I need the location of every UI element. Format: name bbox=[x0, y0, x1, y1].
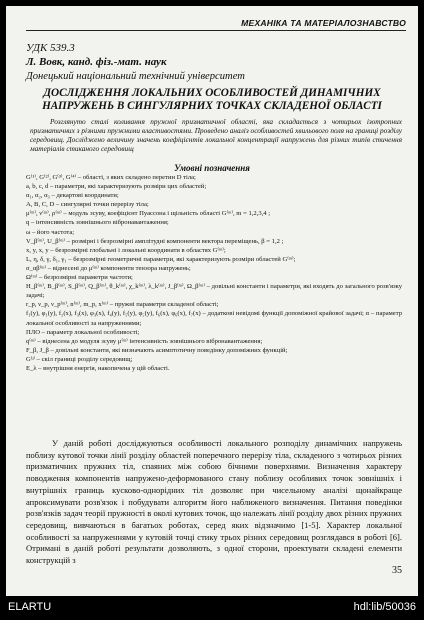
notation-line: F_β, J_β – довільні константи, які визначають асимптотичну поведінку допоміжних функцій; bbox=[26, 346, 288, 354]
abstract: Розглянуто сталі коливання пружної призматичної області, яка складається з чотирьох ізотропних призматичних з різними пружними властивостями. Проведено аналіз особливостей хвильового поля на границі розділу середовищ. Досліджено величину значень коефіцієнтів локальної концентрації напружень для різних типів стичення матеріалів стиканого середовищ bbox=[30, 117, 402, 153]
notation-line: A, B, C, D – сингулярні точки перерізу тіла; bbox=[26, 201, 149, 209]
notation-line: x, y, x, y – безрозмірні глобальні і локальні координати в областях G⁽ᵐ⁾; bbox=[26, 246, 226, 254]
notation-line: q – інтенсивність зовнішнього вібронавантаження; bbox=[26, 219, 169, 227]
affiliation: Донецький національний технічний університет bbox=[26, 71, 245, 82]
notation-line: E_λ – внутрішня енергія, накопичена у цій області. bbox=[26, 364, 170, 372]
notation-line: a, b, c, d – параметри, які характеризують розміри цих областей; bbox=[26, 183, 207, 191]
notation-line: G⁽¹⁾, G⁽²⁾, G⁽³⁾, G⁽⁴⁾ – області, з яких складено перетин D тіла; bbox=[26, 174, 196, 181]
notation-line: H_β⁽ᵐ⁾, B_β⁽ᵐ⁾, S_β⁽ᵐ⁾, Q_β⁽ᵐ⁾, θ_k⁽ᵐ⁾, χ_k⁽ᵐ⁾, λ_k⁽ᵐ⁾, J_β⁽ᵐ⁾, Ω_β⁽ᵐ⁾ – довільні константи і параметри, які входять до загального розв'язку задачі; bbox=[26, 283, 402, 300]
notation-line: r_p, ν_p, ν_p⁽ᵐ⁾, n⁽ᵐ⁾, m_p, x⁽ᵐ⁾ – пружні параметри складеної області; bbox=[26, 301, 219, 309]
repository-label: ELARTU bbox=[8, 601, 52, 613]
notation-line: L, η, δ, γ, δ₁, γ₁ – безрозмірні геометричні параметри, які характеризують розміри областей G⁽ᵐ⁾; bbox=[26, 255, 296, 263]
notation-heading: Умовні позначення bbox=[174, 163, 250, 173]
notation-line: Ω⁽ᵐ⁾ – безрозмірні параметри частоти; bbox=[26, 274, 133, 282]
document-page bbox=[6, 6, 418, 596]
notation-line: f₁(y), φ₁(y), f₂(x), f₃(x), φ₃(x), f₄(y), f₅(y), φ₅(y), f₆(x), φ₆(x), f₇(x) – додаткові невідомі функції допоміжної крайової задачі; α – параметр локальної особливості за напруженнями; bbox=[26, 310, 402, 327]
notation-line: ω – його частота; bbox=[26, 228, 75, 236]
notation-line: G⁽ʲ⁾ – скіл границі розділу середовищ; bbox=[26, 355, 133, 363]
notation-line: μ⁽ᵐ⁾, ν⁽ᵐ⁾, ρ⁽ᵐ⁾ – модуль зсуву, коефіцієнт Пуассона і щільність області G⁽ᵐ⁾, m = 1,2,3,4 ; bbox=[26, 210, 271, 218]
notation-line: α₁, α₂, α₃ – декартові координати; bbox=[26, 192, 119, 200]
article-title: ДОСЛІДЖЕННЯ ЛОКАЛЬНИХ ОСОБЛИВОСТЕЙ ДИНАМІЧНИХ НАПРУЖЕНЬ В СИНГУЛЯРНИХ ТОЧКАХ СКЛАДЕНОЇ ОБЛАСТІ bbox=[42, 87, 382, 112]
notation-line: V_β⁽ᵐ⁾, U_β⁽ᵐ⁾ – розмірні і безрозмірні амплітудні компоненти вектора переміщень, β = 1,2 ; bbox=[26, 237, 284, 245]
notation-line: ПЛО – параметр локальної особливості; bbox=[26, 328, 140, 336]
handle-label: hdl:lib/50036 bbox=[353, 601, 416, 613]
notation-line: q⁽ᵐ⁾ – віднесена до модуля зсуву μ⁽ᵐ⁾ інтенсивність зовнішнього вібронавантаження; bbox=[26, 337, 263, 345]
page-number: 35 bbox=[392, 565, 402, 576]
author-line: Л. Вовк, канд. фіз.-мат. наук bbox=[26, 56, 167, 68]
notation-line: σ_αβ⁽ᵐ⁾ – віднесені до μ⁽ᵐ⁾ компоненти тензора напружень; bbox=[26, 264, 191, 272]
udk-code: УДК 539.3 bbox=[26, 42, 75, 54]
notation-list bbox=[26, 173, 402, 373]
body-paragraph: У даній роботі досліджуються особливості локального розподілу динамічних напружень поблизу кутової точки лінії розділу областей поперечного перерізу тіла, складеного з чотирьох різних призматичних пружних тіл, спаяних між собою бічними поверхнями. Визначення характеру поводження компонентів напружено-деформованого стану поблизу особливих точок зовнішніх і внутрішніх границь кусково-однорідних тіл дозволяє при чисельному аналізі щонайкраще апроксимувати розв'язок і побудувати алгоритм його наближеного визначення. Питання поведінки розв'язків задач теорії пружності в околі кутових точок, що належать лінії розділу двох різних пружних середовищ, вивчаються в багатьох роботах, серед яких відзначимо [1-5]. Характер локальної особливості за напруженнями у кутовій точці стику трьох різних середовищ розглядався в роботі [6]. Отримані в даній роботі результати дозволяють, з одної сторони, проектувати складені елементи конструкцій з bbox=[26, 438, 402, 566]
journal-header: МЕХАНІКА ТА МАТЕРІАЛОЗНАВСТВО bbox=[26, 18, 406, 31]
